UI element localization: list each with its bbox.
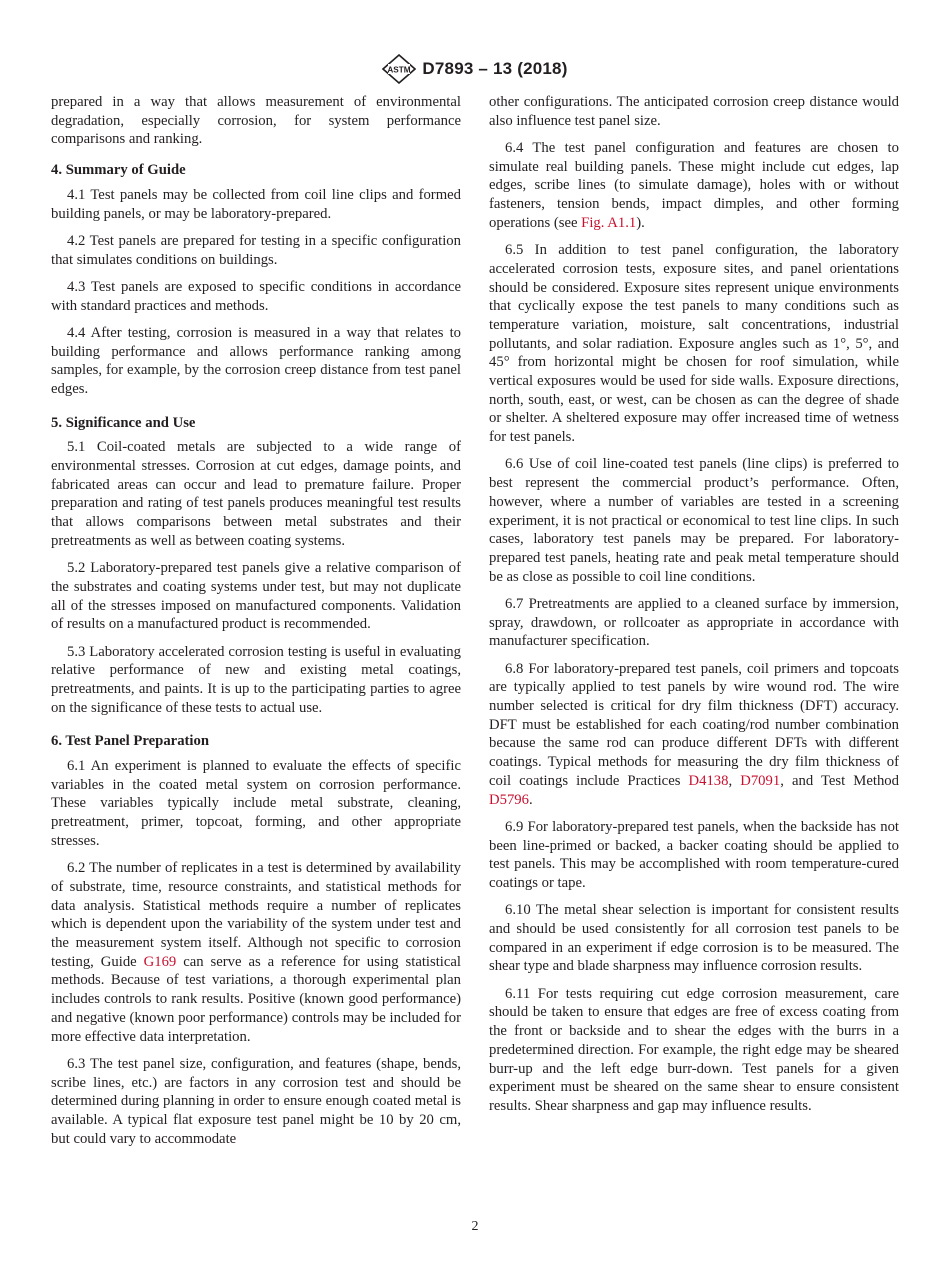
paragraph-6-11: 6.11 For tests requiring cut edge corrosion measurement, care should be taken to ensure that edges are free of excess coating from the front or backside and to shear the edges with the burrs in a predetermined direction. For example, the right edge may be sheared burr-up and the left edge burr-down. Test panels for a given experiment must be sheared on the same shear to ensure consistent results. Shear sharpness and gap may influence results.: [489, 985, 899, 1114]
link-d7091[interactable]: D7091: [740, 772, 781, 789]
paragraph-4-1: 4.1 Test panels may be collected from coil line clips and formed building panels, or may be laboratory-prepared.: [51, 186, 461, 222]
text-segment: ,: [728, 772, 741, 789]
paragraph-6-1: 6.1 An experiment is planned to evaluate the effects of specific variables in the coated metal system on corrosion performance. These variables typically include metal substrate, cleaning, pretreatment, primer, topcoat, forming, and other appropriate stresses.: [51, 758, 461, 849]
paragraph-6-10: 6.10 The metal shear selection is important for consistent results and should be used consistently for all corrosion test panels to be compared in an experiment if edge corrosion is to be measured. The shear type and blade sharpness may influence corrosion results.: [489, 902, 899, 975]
paragraph-5-2: 5.2 Laboratory-prepared test panels give a relative comparison of the substrates and coating systems under test, but may not duplicate all of the stresses imposed on manufactured components. Validation of results on a manufactured product is recommended.: [51, 560, 461, 633]
section-heading-test-panel-preparation: 6. Test Panel Preparation: [51, 733, 210, 750]
astm-logo-icon: [382, 54, 416, 84]
section-heading-significance-and-use: 5. Significance and Use: [51, 414, 196, 431]
text-segment: 6.8 For laboratory-prepared test panels, coil primers and topcoats are typically applied to test panels by wire wound rod. The wire number selected is critical for dry film thickness (DFT) accuracy. DFT must be established for each coating/rod number combination because the same rod can produce different DFTs with different coatings. Typical methods for measuring the dry film thickness of coil coatings include Practices: [489, 660, 899, 789]
paragraph-6-3: 6.3 The test panel size, configuration, and features (shape, bends, scribe lines, etc.) are factors in any corrosion test and should be determined during planning in order to ensure enough coated metal is available. A typical flat exposure test panel might be 10 by 20 cm, but could vary to accommodate: [51, 1055, 461, 1147]
link-g169[interactable]: G169: [143, 953, 177, 970]
paragraph-6-4: [489, 139, 899, 233]
paragraph-6-5: 6.5 In addition to test panel configuration, the laboratory accelerated corrosion tests, exposure sites, and panel orientations should be considered. Exposure sites represent unique environments that cyclically expose the test panels to many conditions such as temperature variation, moisture, salt concentrations, industrial pollutants, and solar radiation. Exposure angles such as 1°, 5°, and 45° from horizontal might be chosen for roof simulation, while vertical exposures would be used for side walls. Exposure directions, north, south, east, or west, can be chosen as can the degree of shade or shelter. A sheltered exposure may offer increased time of wetness for test panels.: [489, 242, 899, 446]
svg-text:ASTM: ASTM: [387, 65, 412, 75]
text-segment: .: [528, 791, 533, 808]
text-segment: ).: [636, 214, 645, 231]
paragraph-6-8: [489, 660, 899, 810]
text-segment: 6.2 The number of replicates in a test is determined by availability of substrate, time, resource constraints, and statistical methods for data analysis. Statistical methods require a number of replicates which is dependent upon the variability of the system under test and the measurement system itself. Although not specific to corrosion testing, Guide: [51, 860, 461, 970]
text-segment: , and Test Method: [780, 772, 899, 789]
paragraph-4-3: 4.3 Test panels are exposed to specific conditions in accordance with standard practices and methods.: [51, 278, 461, 314]
link-fig-a1-1[interactable]: Fig. A1.1: [581, 214, 637, 231]
text-segment: can serve as a reference for using statistical methods. Because of test variations, a thorough experimental plan includes controls to rank results. Positive (known good performance) and negative (known poor performance) controls may be included for more effective data interpretation.: [51, 953, 461, 1045]
paragraph-6-6: 6.6 Use of coil line-coated test panels (line clips) is preferred to best represent the commercial product’s performance. Often, however, where a number of variables are tested in a screening experiment, it is not practical or economical to test line clips. In such cases, laboratory test panels may be prepared. For laboratory-prepared test panels, heating rate and peak metal temperature should be as close as possible to coil line conditions.: [489, 456, 899, 585]
paragraph-6-2: [51, 859, 461, 1046]
paragraph-5-3: 5.3 Laboratory accelerated corrosion testing is useful in evaluating relative performance of new and existing metal coatings, pretreatments, and paints. It is up to the participating parties to agree on the significance of these tests to actual use.: [51, 643, 461, 716]
paragraph-5-1: 5.1 Coil-coated metals are subjected to a wide range of environmental stresses. Corrosion at cut edges, damage points, and fabricated areas can occur and lead to premature failure. Proper preparation and rating of test panels produces meaningful test results that allows comparisons between metal substrates and their pretreatments as well as between coating systems.: [51, 439, 461, 549]
text-segment: 6.4 The test panel configuration and features are chosen to simulate real building panels. These might include cut edges, lap edges, scribe lines (to simulate damage), holes with or without fasteners, tension bends, impact dimples, and other forming operations (see: [489, 140, 899, 231]
paragraph-4-4: 4.4 After testing, corrosion is measured in a way that relates to building performance and allows performance ranking among samples, for example, by the corrosion creep distance from test panel edges.: [51, 324, 461, 397]
left-column: [51, 93, 461, 1157]
paragraph-6-3-continued: other configurations. The anticipated corrosion creep distance would also influence test panel size.: [489, 94, 899, 129]
page-header: [0, 54, 950, 84]
section-heading-summary-of-guide: 4. Summary of Guide: [51, 162, 186, 179]
right-column: [489, 93, 899, 1124]
link-d4138[interactable]: D4138: [688, 772, 729, 789]
paragraph-4-2: 4.2 Test panels are prepared for testing in a specific configuration that simulates conditions on buildings.: [51, 232, 461, 268]
standard-designation: D7893 – 13 (2018): [422, 59, 568, 78]
page-number: 2: [471, 1219, 479, 1234]
link-d5796[interactable]: D5796: [489, 791, 529, 808]
paragraph-6-7: 6.7 Pretreatments are applied to a cleaned surface by immersion, spray, drawdown, or rollcoater as appropriate in accordance with manufacturer specification.: [489, 595, 899, 650]
paragraph-intro-continued: prepared in a way that allows measurement of environmental degradation, especially corrosion, for system performance comparisons and ranking.: [51, 94, 461, 148]
paragraph-6-9: 6.9 For laboratory-prepared test panels, when the backside has not been line-primed or backed, a backer coating should be applied to test panels. This may be accomplished with room temperature-cured coatings or tape.: [489, 818, 899, 891]
